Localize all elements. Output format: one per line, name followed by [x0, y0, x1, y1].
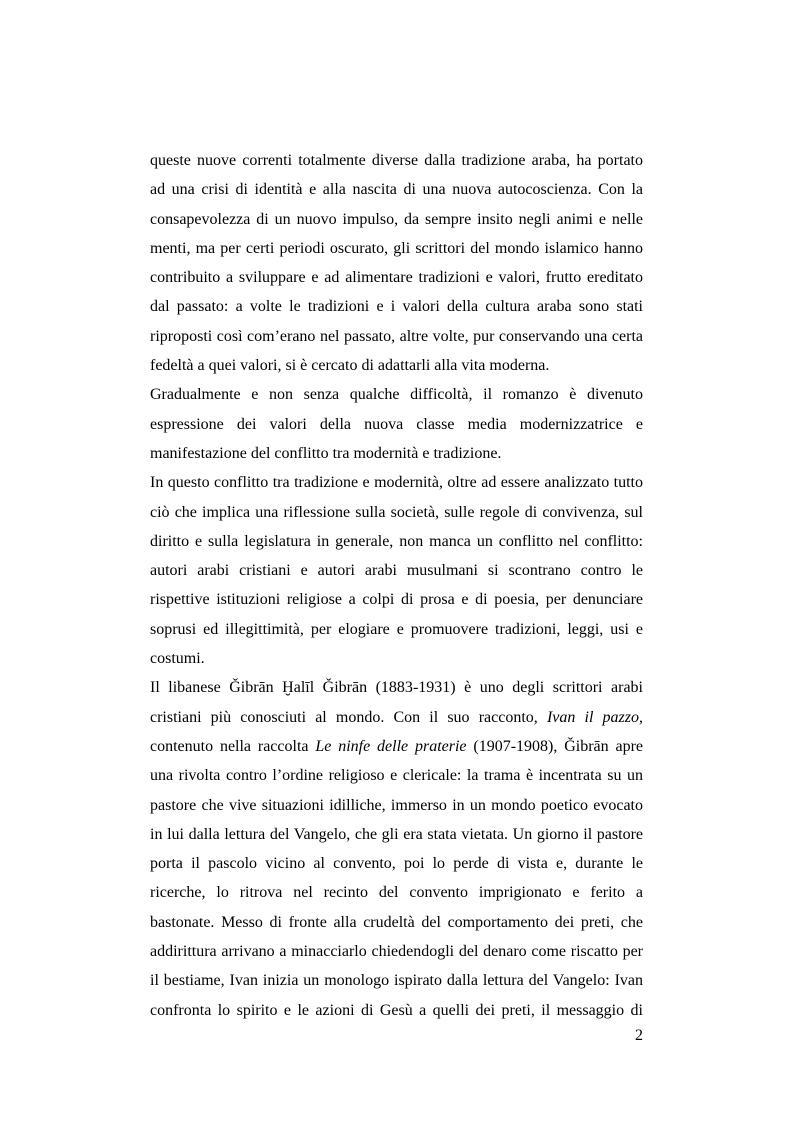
text-segment: costumi.: [150, 650, 205, 668]
text-segment: (1907-1908), Ǧibrān apre: [466, 737, 643, 755]
text-line: [150, 234, 643, 263]
text-line: [150, 644, 643, 673]
text-segment: diritto e sulla legislatura in generale, non manca un conflitto nel conflitto:: [150, 532, 643, 550]
text-line: [150, 703, 643, 732]
text-segment: ,: [639, 708, 644, 726]
text-line: [150, 996, 643, 1025]
text-segment: espressione dei valori della nuova classe media modernizzatrice e: [150, 415, 643, 433]
text-line: [150, 410, 643, 439]
page-number: 2: [635, 1027, 643, 1044]
italic-title: Ivan il pazzo: [546, 708, 640, 726]
text-segment: dal passato: a volte le tradizioni e i valori della cultura araba sono stati: [150, 298, 643, 316]
text-segment: riproposti così com’erano nel passato, altre volte, pur conservando una certa: [150, 327, 643, 345]
text-segment: manifestazione del conflitto tra modernità e tradizione.: [150, 444, 502, 462]
text-line: [150, 292, 643, 321]
text-line: [150, 849, 643, 878]
text-line: [150, 468, 643, 497]
body-text: [150, 146, 643, 1025]
text-line: [150, 791, 643, 820]
text-segment: porta il pascolo vicino al convento, poi lo perde di vista e, durante le: [150, 855, 643, 873]
text-line: [150, 908, 643, 937]
text-segment: una rivolta contro l’ordine religioso e clericale: la trama è incentrata su un: [150, 767, 643, 785]
text-segment: ciò che implica una riflessione sulla società, sulle regole di convivenza, sul: [150, 503, 643, 521]
text-line: [150, 205, 643, 234]
text-line: [150, 175, 643, 204]
text-line: [150, 498, 643, 527]
text-line: [150, 673, 643, 702]
text-segment: menti, ma per certi periodi oscurato, gli scrittori del mondo islamico hanno: [150, 239, 643, 257]
text-segment: queste nuove correnti totalmente diverse dalla tradizione araba, ha portato: [150, 152, 643, 169]
text-segment: rispettive istituzioni religiose a colpi di prosa e di poesia, per denunciare: [150, 591, 643, 609]
text-line: [150, 351, 643, 380]
text-segment: bastonate. Messo di fronte alla crudeltà del comportamento dei preti, che: [150, 913, 643, 931]
text-segment: ad una crisi di identità e alla nascita di una nuova autocoscienza. Con la: [150, 181, 643, 199]
text-line: [150, 439, 643, 468]
text-segment: confronta lo spirito e le azioni di Gesù a quelli dei preti, il messaggio di: [150, 1001, 643, 1019]
italic-title: Le ninfe delle praterie: [315, 737, 467, 755]
text-segment: soprusi ed illegittimità, per elogiare e promuovere tradizioni, leggi, usi e: [150, 620, 643, 638]
text-segment: Il libanese Ǧibrān Ḫalīl Ǧibrān (1883-1931) è uno degli scrittori arabi: [150, 679, 643, 697]
text-segment: contenuto nella raccolta: [150, 737, 316, 755]
text-segment: addirittura arrivano a minacciarlo chiedendogli del denaro come riscatto per: [150, 943, 643, 961]
text-line: [150, 556, 643, 585]
text-segment: in lui dalla lettura del Vangelo, che gli era stata vietata. Un giorno il pastore: [150, 825, 643, 843]
text-segment: autori arabi cristiani e autori arabi musulmani si scontrano contro le: [150, 562, 643, 580]
text-segment: cristiani più conosciuti al mondo. Con il suo racconto,: [150, 708, 547, 726]
text-line: [150, 966, 643, 995]
text-line: [150, 615, 643, 644]
text-line: [150, 937, 643, 966]
text-segment: pastore che vive situazioni idilliche, immerso in un mondo poetico evocato: [150, 796, 643, 814]
text-line: [150, 263, 643, 292]
text-line: [150, 878, 643, 907]
text-segment: Gradualmente e non senza qualche difficoltà, il romanzo è divenuto: [150, 386, 643, 404]
text-line: [150, 380, 643, 409]
text-segment: contribuito a sviluppare e ad alimentare tradizioni e valori, frutto ereditato: [150, 269, 643, 287]
text-line: [150, 527, 643, 556]
text-line: [150, 322, 643, 351]
text-line: [150, 761, 643, 790]
text-line: [150, 820, 643, 849]
text-segment: fedeltà a quei valori, si è cercato di adattarli alla vita moderna.: [150, 357, 550, 375]
text-segment: consapevolezza di un nuovo impulso, da sempre insito negli animi e nelle: [150, 210, 643, 228]
text-segment: ricerche, lo ritrova nel recinto del convento imprigionato e ferito a: [150, 884, 643, 902]
text-segment: In questo conflitto tra tradizione e modernità, oltre ad essere analizzato tutto: [150, 474, 643, 492]
text-segment: il bestiame, Ivan inizia un monologo ispirato dalla lettura del Vangelo: Ivan: [150, 972, 643, 990]
text-line: [150, 585, 643, 614]
text-line: [150, 732, 643, 761]
text-line: [150, 146, 643, 175]
